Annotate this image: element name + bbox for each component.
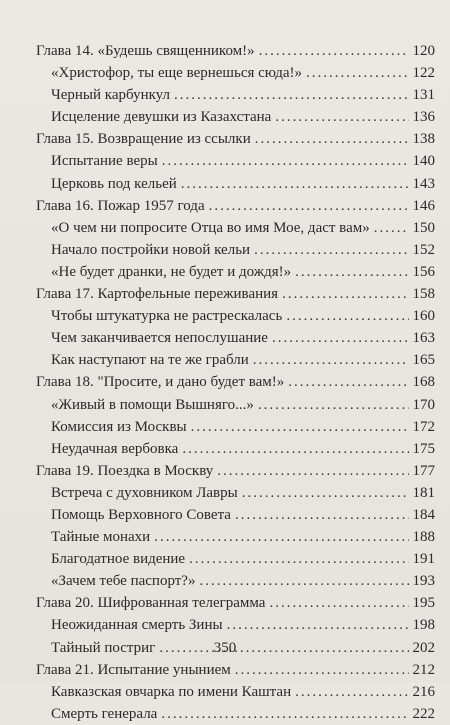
toc-leader-dots <box>288 371 408 393</box>
toc-chapter-entry <box>36 659 435 681</box>
toc-entry-title: Помощь Верховного Совета <box>51 506 231 523</box>
toc-leader-dots <box>272 327 409 349</box>
toc-entry-page: 216 <box>412 683 435 700</box>
toc-leader-dots <box>253 349 409 371</box>
toc-leader-dots <box>282 283 408 305</box>
toc-entry-title: «Зачем тебе паспорт?» <box>51 573 196 590</box>
toc-leader-dots <box>254 239 408 261</box>
toc-leader-dots <box>162 150 409 172</box>
toc-entry-title: Тайные монахи <box>51 529 151 546</box>
toc-leader-dots <box>235 659 409 681</box>
toc-entry-title: Благодатное видение <box>51 551 186 568</box>
toc-entry-title: Смерть генерала <box>51 705 158 722</box>
toc-subentry <box>36 482 435 504</box>
toc-entry-title: Глава 16. Пожар 1957 года <box>36 197 205 214</box>
toc-leader-dots <box>217 460 408 482</box>
toc-entry-title: Кавказская овчарка по имени Каштан <box>51 683 292 700</box>
toc-chapter-entry <box>36 371 435 393</box>
toc-entry-title: «Не будет дранки, не будет и дождя!» <box>51 263 292 280</box>
toc-subentry <box>36 681 435 703</box>
toc-subentry <box>36 703 435 725</box>
toc-entry-title: «О чем ни попросите Отца во имя Мое, даст вам» <box>51 219 370 236</box>
toc-entry-page: 156 <box>412 263 435 280</box>
toc-entry-page: 163 <box>412 330 435 347</box>
toc-subentry <box>36 614 435 636</box>
toc-leader-dots <box>295 261 408 283</box>
toc-subentry <box>36 239 435 261</box>
toc-entry-title: Глава 19. Поездка в Москву <box>36 462 214 479</box>
toc-entry-page: 170 <box>412 396 435 413</box>
toc-entry-title: Глава 18. "Просите, и дано будет вам!» <box>36 374 285 391</box>
toc-leader-dots <box>161 703 408 725</box>
toc-entry-page: 160 <box>412 308 435 325</box>
toc-leader-dots <box>227 614 409 636</box>
toc-leader-dots <box>154 526 408 548</box>
toc-chapter-entry <box>36 592 435 614</box>
toc-leader-dots <box>209 195 409 217</box>
toc-entry-page: 122 <box>412 65 435 82</box>
toc-entry-page: 193 <box>412 573 435 590</box>
toc-subentry <box>36 62 435 84</box>
toc-entry-title: Глава 20. Шифрованная телеграмма <box>36 595 266 612</box>
toc-entry-page: 120 <box>412 43 435 59</box>
toc-entry-page: 191 <box>412 551 435 568</box>
toc-subentry <box>36 84 435 106</box>
toc-subentry <box>36 305 435 327</box>
toc-subentry <box>36 150 435 172</box>
toc-leader-dots <box>174 84 409 106</box>
toc-entry-title: Глава 17. Картофельные переживания <box>36 286 279 303</box>
toc-chapter-entry <box>36 128 435 150</box>
toc-leader-dots <box>295 681 408 703</box>
toc-entry-page: 181 <box>412 484 435 501</box>
toc-entry-page: 146 <box>412 197 435 214</box>
toc-entry-title: «Христофор, ты еще вернешься сюда!» <box>51 65 303 82</box>
toc-entry-title: Испытание веры <box>51 153 158 170</box>
toc-leader-dots <box>181 173 409 195</box>
toc-entry-page: 140 <box>412 153 435 170</box>
toc-entry-page: 184 <box>412 506 435 523</box>
toc-entry-title: Церковь под кельей <box>51 175 177 192</box>
toc-leader-dots <box>306 62 408 84</box>
toc-entry-title: Глава 21. Испытание унынием <box>36 661 231 678</box>
toc-subentry <box>36 570 435 592</box>
toc-entry-page: 222 <box>412 705 435 722</box>
toc-subentry <box>36 106 435 128</box>
toc-entry-page: 202 <box>412 639 435 656</box>
toc-leader-dots <box>235 504 409 526</box>
toc-entry-page: 212 <box>412 661 435 678</box>
toc-entry-page: 165 <box>412 352 435 369</box>
toc-chapter-entry <box>36 460 435 482</box>
toc-entry-title: Встреча с духовником Лавры <box>51 484 238 501</box>
toc-chapter-entry <box>36 195 435 217</box>
toc-subentry <box>36 327 435 349</box>
toc-subentry <box>36 173 435 195</box>
toc-leader-dots <box>286 305 408 327</box>
toc-leader-dots <box>269 592 408 614</box>
toc-entry-title: Комиссия из Москвы <box>51 418 187 435</box>
toc-entry-page: 152 <box>412 241 435 258</box>
toc-leader-dots <box>258 394 409 416</box>
toc-subentry <box>36 261 435 283</box>
toc-subentry <box>36 394 435 416</box>
toc-entry-page: 188 <box>412 529 435 546</box>
toc-leader-dots <box>275 106 408 128</box>
toc-entry-title: Чем заканчивается непослушание <box>51 330 268 347</box>
toc-leader-dots <box>182 438 408 460</box>
toc-entry-page: 177 <box>412 462 435 479</box>
toc-entry-title: «Живый в помощи Вышняго...» <box>51 396 254 413</box>
toc-subentry <box>36 349 435 371</box>
toc-entry-page: 168 <box>412 374 435 391</box>
toc-leader-dots <box>242 482 409 504</box>
toc-leader-dots <box>255 128 409 150</box>
toc-chapter-entry <box>36 283 435 305</box>
toc-entry-title: Неудачная вербовка <box>51 440 179 457</box>
toc-entry-page: 175 <box>412 440 435 457</box>
toc-entry-page: 136 <box>412 109 435 126</box>
toc-entry-title: Глава 14. «Будешь священником!» <box>36 43 255 59</box>
toc-subentry <box>36 217 435 239</box>
toc-entry-title: Глава 15. Возвращение из ссылки <box>36 131 251 148</box>
toc-subentry <box>36 438 435 460</box>
toc-subentry <box>36 504 435 526</box>
toc-entry-page: 195 <box>412 595 435 612</box>
toc-entry-title: Чтобы штукатурка не растрескалась <box>51 308 283 325</box>
toc-entry-title: Неожиданная смерть Зины <box>51 617 223 634</box>
page-number: 350 <box>213 640 237 656</box>
toc-subentry <box>36 526 435 548</box>
toc-leader-dots <box>199 570 408 592</box>
toc-leader-dots <box>191 416 409 438</box>
toc-entry-title: Черный карбункул <box>51 87 170 104</box>
toc-entry-page: 143 <box>412 175 435 192</box>
toc-subentry <box>36 548 435 570</box>
toc-entry-title: Начало постройки новой кельи <box>51 241 251 258</box>
toc-entry-page: 158 <box>412 286 435 303</box>
toc-entry-title: Тайный постриг <box>51 639 156 656</box>
toc-entry-title: Как наступают на те же грабли <box>51 352 249 369</box>
toc-entry-page: 131 <box>412 87 435 104</box>
toc-entry-page: 150 <box>412 219 435 236</box>
toc-entry-page: 138 <box>412 131 435 148</box>
toc-leader-dots <box>259 40 409 62</box>
toc-entry-page: 172 <box>412 418 435 435</box>
toc-entry-title: Исцеление девушки из Казахстана <box>51 109 272 126</box>
toc-chapter-entry <box>36 40 435 62</box>
toc-subentry <box>36 416 435 438</box>
table-of-contents <box>36 40 435 725</box>
toc-leader-dots <box>374 217 409 239</box>
toc-leader-dots <box>189 548 408 570</box>
toc-entry-page: 198 <box>412 617 435 634</box>
